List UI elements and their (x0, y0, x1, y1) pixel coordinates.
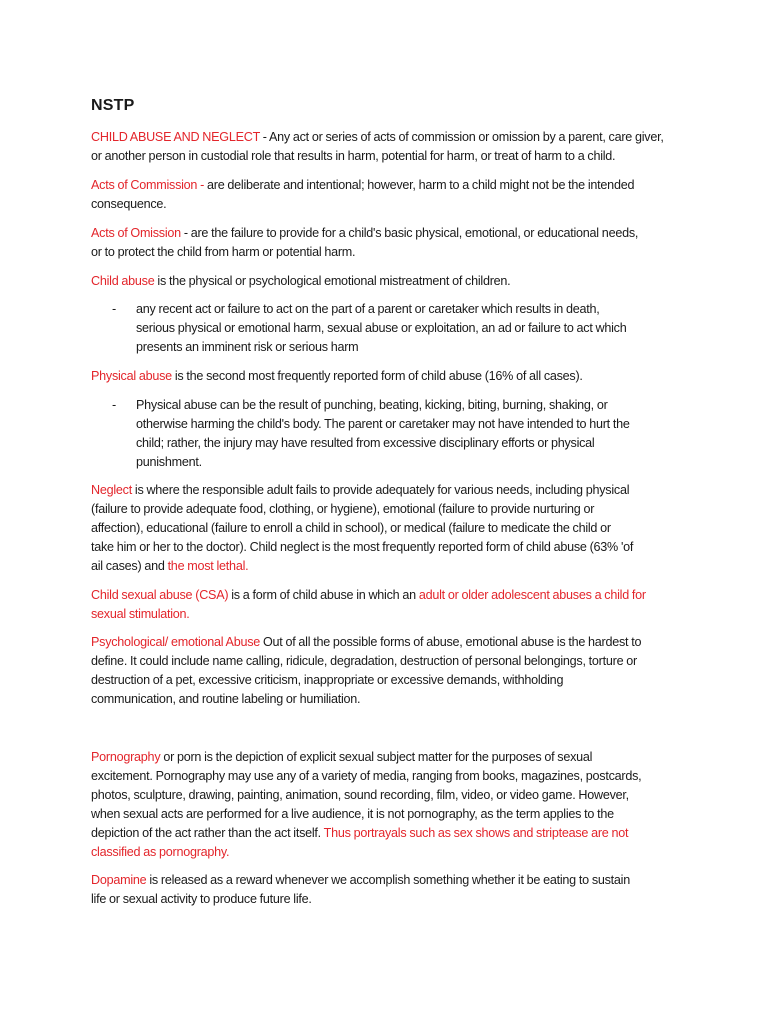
paragraph-physical-abuse (91, 367, 687, 386)
text: serious physical or emotional harm, sexual abuse or exploitation, an ad or failure to act which (136, 321, 627, 335)
text: is the physical or psychological emotional mistreatment of children. (154, 274, 511, 288)
paragraph-pornography (91, 748, 687, 862)
emphasis: Thus portrayals such as sex shows and striptease are not (323, 826, 629, 840)
text: photos, sculpture, drawing, painting, animation, sound recording, film, video, or video game. However, (91, 788, 629, 802)
bullet-text (136, 300, 656, 357)
emphasis: adult or older adolescent abuses a child for (418, 588, 646, 602)
text: define. It could include name calling, ridicule, degradation, destruction of personal belongings, torture or (91, 654, 637, 668)
text: is a form of child abuse in which an (228, 588, 419, 602)
bullet-dash: - (112, 398, 116, 412)
text: or another person in custodial role that results in harm, potential for harm, or treat of harm to a child. (91, 149, 616, 163)
text: (failure to provide adequate food, clothing, or hygiene), emotional (failure to provide nurturing or (91, 502, 595, 516)
paragraph-child-abuse (91, 272, 687, 291)
text: depiction of the act rather than the act itself. (91, 826, 324, 840)
text: are deliberate and intentional; however, harm to a child might not be the intended (204, 178, 635, 192)
text: child; rather, the injury may have resulted from excessive disciplinary efforts or physical (136, 436, 595, 450)
bullet-dash: - (112, 302, 116, 316)
text: affection), educational (failure to enroll a child in school), or medical (failure to medicate the child or (91, 521, 611, 535)
bullet-item (91, 300, 687, 357)
text: ail cases) and (91, 559, 168, 573)
text: destruction of a pet, excessive criticism, inappropriate or excessive demands, withholding (91, 673, 564, 687)
text: when sexual acts are performed for a live audience, it is not pornography, as the term applies to the (91, 807, 614, 821)
text: take him or her to the doctor). Child neglect is the most frequently reported form of child abuse (63% 'of (91, 540, 634, 554)
text: or porn is the depiction of explicit sexual subject matter for the purposes of sexual (160, 750, 593, 764)
text: communication, and routine labeling or humiliation. (91, 692, 361, 706)
text: or to protect the child from harm or potential harm. (91, 245, 356, 259)
text: consequence. (91, 197, 167, 211)
text: Physical abuse can be the result of punching, beating, kicking, biting, burning, shaking, or (136, 398, 608, 412)
text: - Any act or series of acts of commission or omission by a parent, care giver, (259, 130, 664, 144)
paragraph-child-abuse-and-neglect (91, 128, 687, 166)
term-pornography: Pornography (91, 750, 161, 764)
paragraph-acts-of-omission (91, 224, 687, 262)
term-psychological-emotional-abuse: Psychological/ emotional Abuse (91, 635, 261, 649)
text: excitement. Pornography may use any of a variety of media, ranging from books, magazines, postcards, (91, 769, 642, 783)
term-child-abuse: Child abuse (91, 274, 155, 288)
term-neglect: Neglect (91, 483, 132, 497)
paragraph-child-sexual-abuse (91, 586, 687, 624)
paragraph-dopamine (91, 871, 687, 909)
text: is the second most frequently reported form of child abuse (16% of all cases). (171, 369, 583, 383)
text: any recent act or failure to act on the part of a parent or caretaker which results in death, (136, 302, 600, 316)
term-dopamine: Dopamine (91, 873, 147, 887)
document-title: NSTP (91, 97, 135, 114)
bullet-item (91, 396, 687, 472)
text: is released as a reward whenever we accomplish something whether it be eating to sustain (146, 873, 630, 887)
term-acts-of-commission: Acts of Commission - (91, 178, 205, 192)
term-child-abuse-and-neglect: CHILD ABUSE AND NEGLECT (91, 130, 260, 144)
term-acts-of-omission: Acts of Omission (91, 226, 181, 240)
paragraph-psychological-emotional-abuse (91, 633, 687, 709)
emphasis-most-lethal: the most lethal. (167, 559, 249, 573)
text: - are the failure to provide for a child's basic physical, emotional, or educational needs, (180, 226, 639, 240)
text: punishment. (136, 455, 202, 469)
emphasis: sexual stimulation. (91, 607, 190, 621)
term-child-sexual-abuse: Child sexual abuse (CSA) (91, 588, 229, 602)
paragraph-acts-of-commission (91, 176, 687, 214)
text: Out of all the possible forms of abuse, emotional abuse is the hardest to (260, 635, 642, 649)
text: otherwise harming the child's body. The parent or caretaker may not have intended to hurt the (136, 417, 630, 431)
text: presents an imminent risk or serious harm (136, 340, 359, 354)
term-physical-abuse: Physical abuse (91, 369, 172, 383)
bullet-text (136, 396, 656, 472)
paragraph-neglect (91, 481, 687, 576)
emphasis: classified as pornography. (91, 845, 230, 859)
text: is where the responsible adult fails to provide adequately for various needs, including physical (131, 483, 630, 497)
text: life or sexual activity to produce future life. (91, 892, 312, 906)
